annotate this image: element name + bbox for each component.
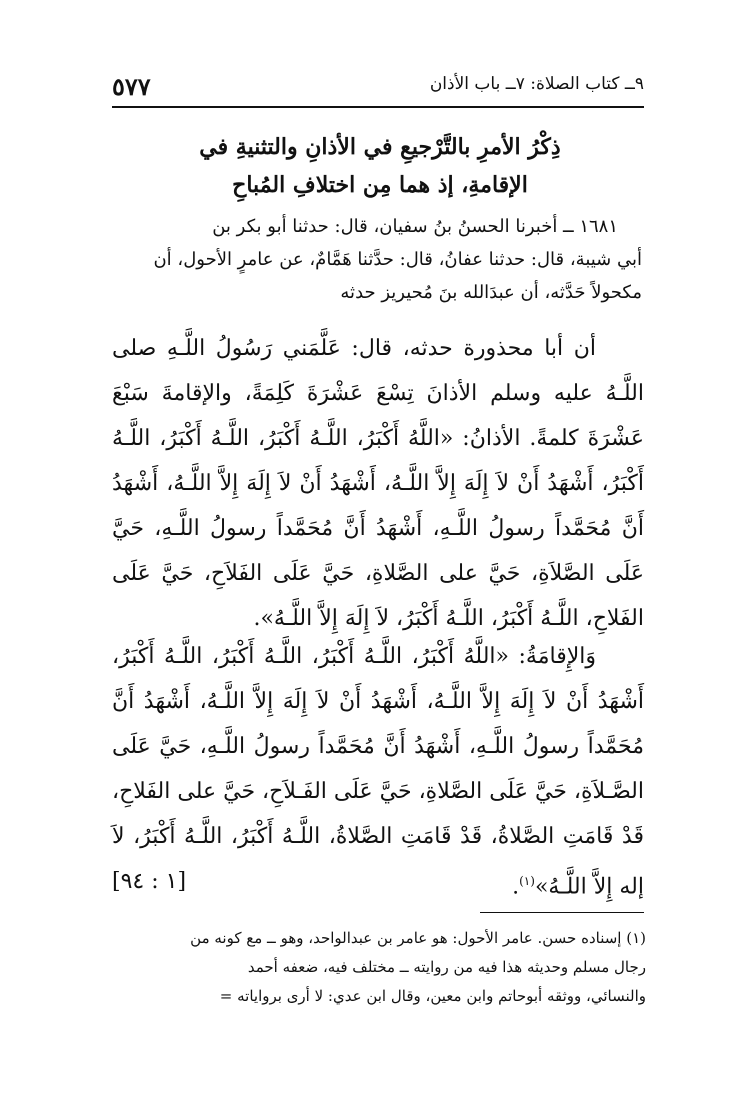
iqama-body: وَالإِقامَةُ: «اللَّهُ أَكْبَرُ، اللَّـهُ أَكْبَرُ، اللَّـهُ أَكْبَرُ، اللَّـهُ أَكْبَرُ، أَشْهَدُ أَنْ لاَ إِلَهَ إِلاَّ اللَّـهُ، أَشْهَدُ أَنْ لاَ إِلَهَ إِلاَّ اللَّـهُ، أَشْهَدُ أَنَّ مُحَمَّداً رسولُ اللَّـهِ، أَشْهَدُ أَنَّ مُحَمَّداً رسولُ اللَّـهِ، حَيَّ عَلَى الصَّـلاَةِ، حَيَّ عَلَى الصَّلاةِ، حَيَّ عَلَى الفَـلاَحِ، حَيَّ على الفَلاحِ، قَدْ قَامَتِ الصَّلاةُ، قَدْ قَامَتِ الصَّلاةُ، اللَّـهُ أَكْبَرُ، اللَّـهُ أَكْبَرُ، لاَ إله إِلاَّ اللَّـهُ» — [112, 644, 644, 900]
page-number: ٥٧٧ — [112, 72, 151, 101]
footnote-divider — [480, 912, 644, 913]
hadith-isnad — [112, 210, 642, 309]
isnad-line-1: ١٦٨١ ــ أخبرنا الحسنُ بنُ سفيان، قال: حدثنا أبو بكر بن — [212, 216, 618, 237]
isnad-line-3: مكحولاً حَدَّثه، أن عبدَالله بنَ مُحيريز حدثه — [340, 282, 642, 303]
footnote-line-3: والنسائي، ووثقه أبوحاتم وابن معين، وقال ابن عدي: لا أرى برواياته = — [219, 987, 646, 1005]
iqama-paragraph — [112, 634, 644, 904]
hadith-reference: [١ : ٩٤] — [112, 869, 187, 894]
iqama-end: . — [512, 874, 520, 900]
chapter-title — [150, 128, 610, 204]
chapter-title-line-2: الإقامةِ، إذ هما مِن اختلافِ المُباحِ — [232, 172, 528, 198]
footnote-marker[interactable]: (١) — [519, 874, 535, 888]
chapter-title-line-1: ذِكْرُ الأمرِ بالتَّرْجيعِ في الأذانِ والتثنيةِ في — [199, 134, 561, 160]
page-header — [112, 70, 644, 108]
adhan-text: أن أبا محذورة حدثه، قال: عَلَّمَني رَسُولُ اللَّـهِ صلى اللَّـهُ عليه وسلم الأذانَ تِسْعَ عَشْرَةَ كَلِمَةً، والإقامةَ سَبْعَ عَشْرَةَ كلمةً. الأذانُ: «اللَّهُ أَكْبَرُ، اللَّـهُ أَكْبَرُ، اللَّـهُ أَكْبَرُ، اللَّـهُ أَكْبَرُ، أَشْهَدُ أَنْ لاَ إِلَهَ إِلاَّ اللَّـهُ، أَشْهَدُ أَنْ لاَ إِلَهَ إِلاَّ اللَّـهُ، أَشْهَدُ أَنَّ مُحَمَّداً رسولُ اللَّـهِ، أَشْهَدُ أَنَّ مُحَمَّداً رسولُ اللَّـهِ، حَيَّ عَلَى الصَّلاَةِ، حَيَّ على الصَّلاةِ، حَيَّ عَلَى الفَلاَحِ، حَيَّ عَلَى الفَلاحِ، اللَّـهُ أَكْبَرُ، اللَّـهُ أَكْبَرُ، لاَ إِلَهَ إِلاَّ اللَّـهُ». — [112, 336, 644, 631]
footnote — [112, 924, 646, 1011]
iqama-text — [112, 634, 644, 909]
footnote-line-2: رجال مسلم وحديثه هذا فيه من روايته ــ مختلف فيه، ضعفه أحمد — [247, 958, 646, 976]
footnote-line-1: (١) إسناده حسن. عامر الأحول: هو عامر بن عبدالواحد، وهو ــ مع كونه من — [190, 929, 646, 947]
running-title: ٩ــ كتاب الصلاة: ٧ــ باب الأذان — [429, 74, 644, 94]
adhan-paragraph — [112, 326, 644, 641]
isnad-line-2: أبي شيبة، قال: حدثنا عفانُ، قال: حدَّثنا هَمَّامٌ، عن عامرٍ الأحول، أن — [153, 249, 642, 270]
